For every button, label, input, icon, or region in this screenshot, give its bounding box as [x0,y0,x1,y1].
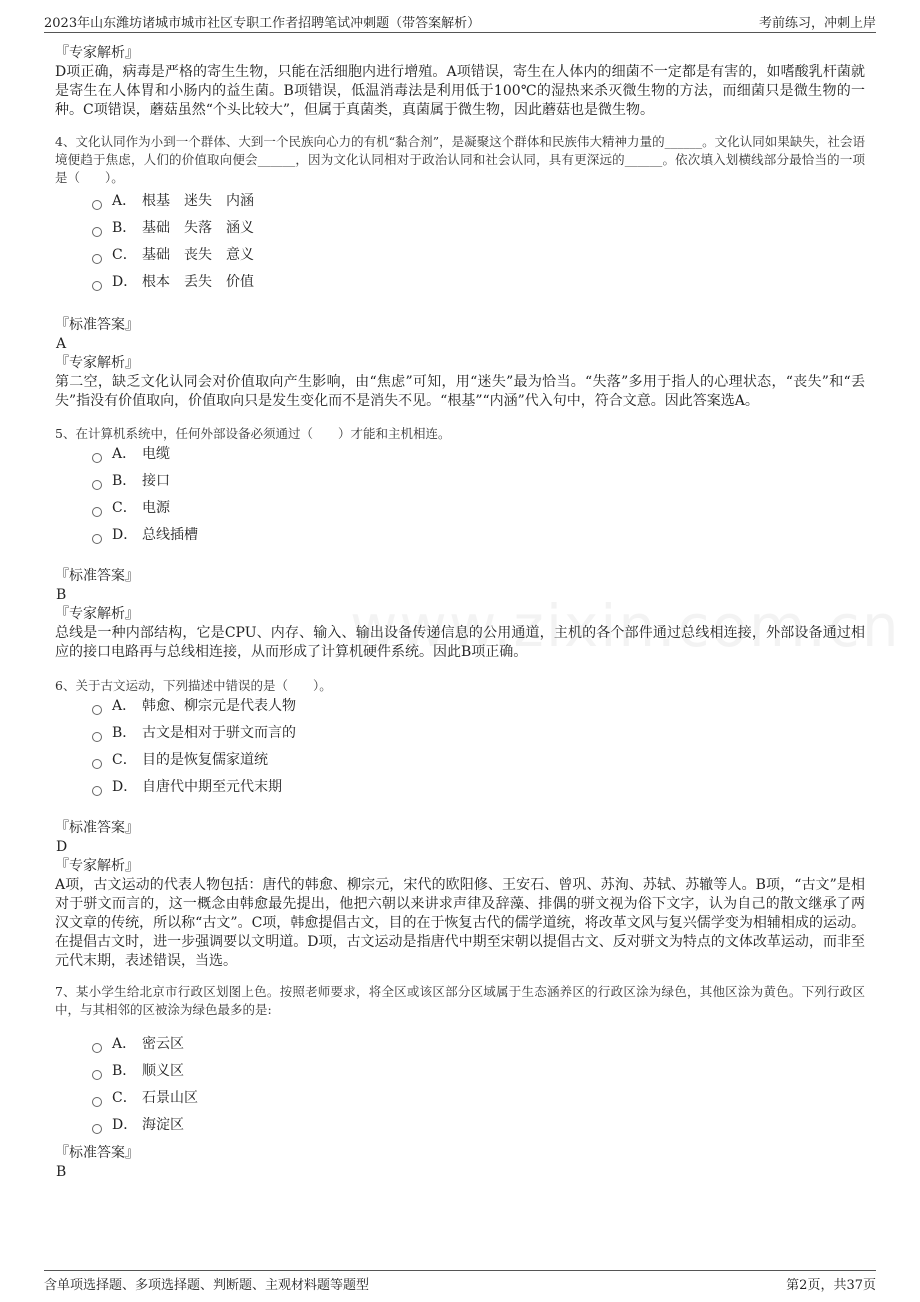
question-7-options [92,1031,198,1139]
option-a[interactable]: A． 韩愈、柳宗元是代表人物 [92,693,296,720]
analysis-label: 『专家解析』 [55,858,139,874]
radio-icon[interactable] [92,281,102,291]
radio-icon[interactable] [92,480,102,490]
option-b[interactable]: B． 基础 失落 涵义 [92,215,254,242]
radio-icon[interactable] [92,1097,102,1107]
question-5-options [92,441,198,549]
standard-answer-label: 『标准答案』 [55,317,139,333]
question-7-stem [55,983,865,1019]
question-stem: 7、某小学生给北京市行政区划图上色。按照老师要求，将全区或该区部分区域属于生态涵养区的行政区涂为绿色，其他区涂为黄色。下列行政区中，与其相邻的区被涂为绿色最多的是: [55,984,865,1017]
q3-analysis-block [55,44,865,120]
question-6-options [92,693,296,801]
page-number: 第2页，共37页 [786,1278,876,1293]
question-4-stem [55,133,865,187]
radio-icon[interactable] [92,507,102,517]
standard-answer: A [56,336,67,352]
radio-icon[interactable] [92,1070,102,1080]
question-7-answer-block [55,1144,865,1182]
page-header [44,10,876,33]
radio-icon[interactable] [92,732,102,742]
standard-answer-label: 『标准答案』 [55,820,139,836]
radio-icon[interactable] [92,786,102,796]
standard-answer: B [56,587,67,603]
standard-answer-label: 『标准答案』 [55,568,139,584]
radio-icon[interactable] [92,227,102,237]
question-stem: 4、文化认同作为小到一个群体、大到一个民族向心力的有机“黏合剂”，是凝聚这个群体和民族伟大精神力量的______。文化认同如果缺失，社会语境便趋于焦虑，人们的价值取向便会______，因为文化认同相对于政治认同和社会认同，具有更深远的______。依次填入划横线部分最恰当的一项是（ ）。 [55,134,865,185]
analysis-label: 『专家解析』 [55,606,139,622]
radio-icon[interactable] [92,534,102,544]
question-stem: 6、关于古文运动，下列描述中错误的是（ ）。 [55,678,332,693]
page-footer [44,1270,876,1295]
option-c[interactable]: C． 石景山区 [92,1085,198,1112]
radio-icon[interactable] [92,1124,102,1134]
radio-icon[interactable] [92,200,102,210]
radio-icon[interactable] [92,705,102,715]
option-d[interactable]: D． 海淀区 [92,1112,198,1139]
question-5-answer-block [55,567,865,662]
radio-icon[interactable] [92,453,102,463]
option-a[interactable]: A． 密云区 [92,1031,198,1058]
q3-explanation: D项正确，病毒是严格的寄生生物，只能在活细胞内进行增殖。A项错误，寄生在人体内的细菌不一定都是有害的，如嗜酸乳杆菌就是寄生在人体胃和小肠内的益生菌。B项错误，低温消毒法是利用低于100℃的湿热来杀灭微生物的方法，而细菌只是微生物的一种。C项错误，蘑菇虽然“个头比较大”，但属于真菌类，真菌属于微生物，因此蘑菇也是微生物。 [55,64,865,118]
option-d[interactable]: D． 根本 丢失 价值 [92,269,254,296]
analysis-label: 『专家解析』 [55,45,139,61]
option-b[interactable]: B． 顺义区 [92,1058,198,1085]
question-explanation: 总线是一种内部结构，它是CPU、内存、输入、输出设备传递信息的公用通道，主机的各个部件通过总线相连接，外部设备通过相应的接口电路再与总线相连接，从而形成了计算机硬件系统。因此B项正确。 [55,625,865,660]
option-a[interactable]: A． 根基 迷失 内涵 [92,188,254,215]
option-b[interactable]: B． 古文是相对于骈文而言的 [92,720,296,747]
option-c[interactable]: C． 目的是恢复儒家道统 [92,747,296,774]
standard-answer: D [56,839,68,855]
option-b[interactable]: B． 接口 [92,468,198,495]
header-slogan: 考前练习，冲刺上岸 [758,16,876,31]
question-6-answer-block [55,819,865,971]
question-4-options [92,188,254,296]
analysis-label: 『专家解析』 [55,355,139,371]
option-d[interactable]: D． 总线插槽 [92,522,198,549]
question-explanation: A项，古文运动的代表人物包括：唐代的韩愈、柳宗元，宋代的欧阳修、王安石、曾巩、苏洵、苏轼、苏辙等人。B项，“古文”是相对于骈文而言的，这一概念由韩愈最先提出，他把六朝以来讲求声律及辞藻、排偶的骈文视为俗下文字，认为自己的散文继承了两汉文章的传统，所以称“古文”。C项，韩愈提倡古文，目的在于恢复古代的儒学道统，将改革文风与复兴儒学变为相辅相成的运动。在提倡古文时，进一步强调要以文明道。D项，古文运动是指唐代中期至宋朝以提倡古文、反对骈文为特点的文体改革运动，而非至元代末期，表述错误，当选。 [55,877,865,969]
radio-icon[interactable] [92,254,102,264]
question-explanation: 第二空，缺乏文化认同会对价值取向产生影响，由“焦虑”可知，用“迷失”最为恰当。“失落”多用于指人的心理状态，“丧失”和“丢失”指没有价值取向，价值取向只是发生变化而不是消失不见。“根基”“内涵”代入句中，符合文意。因此答案选A。 [55,374,865,409]
option-a[interactable]: A． 电缆 [92,441,198,468]
standard-answer-label: 『标准答案』 [55,1145,139,1161]
radio-icon[interactable] [92,1043,102,1053]
question-4-answer-block [55,316,865,411]
radio-icon[interactable] [92,759,102,769]
question-stem: 5、在计算机系统中，任何外部设备必须通过（ ）才能和主机相连。 [55,426,451,441]
option-c[interactable]: C． 电源 [92,495,198,522]
footer-question-types: 含单项选择题、多项选择题、判断题、主观材料题等题型 [44,1278,370,1293]
option-d[interactable]: D． 自唐代中期至元代末期 [92,774,296,801]
option-c[interactable]: C． 基础 丧失 意义 [92,242,254,269]
standard-answer: B [56,1164,67,1180]
document-title: 2023年山东潍坊诸城市城市社区专职工作者招聘笔试冲刺题（带答案解析） [44,16,481,31]
